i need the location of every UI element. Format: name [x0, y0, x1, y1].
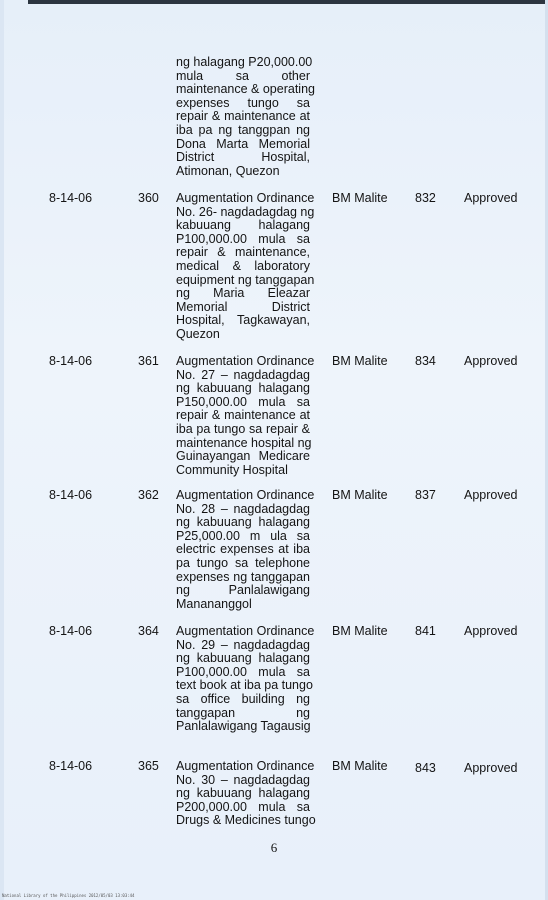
scan-footer-stamp: National Library of the Philippines 2012/05/03 13:03:44 [2, 893, 135, 898]
scan-top-edge [28, 0, 548, 4]
description-line: P100,000.00 mula sa [176, 664, 310, 679]
entry-author: BM Malite [332, 191, 388, 205]
description-line: Dona Marta Memorial [176, 136, 310, 151]
description-line: repair & maintenance, [176, 245, 310, 260]
description-line: tanggapan ng [176, 705, 310, 720]
description-line: ng kabuuang halagang [176, 515, 310, 530]
entry-description [176, 354, 315, 477]
entry-description [176, 624, 315, 734]
continued-entry-description [176, 55, 315, 178]
description-line: repair & maintenance at [176, 408, 310, 423]
description-line: pa tungo sa telephone [176, 555, 310, 570]
description-line: electric expenses at iba [176, 542, 310, 557]
description-line: ng kabuuang halagang [176, 651, 310, 666]
entry-number: 361 [138, 354, 159, 368]
entry-description [176, 191, 315, 342]
description-line: kabuuang halagang [176, 218, 310, 233]
entry-status: Approved [464, 624, 518, 638]
entry-date: 8-14-06 [49, 354, 93, 368]
entry-description [176, 488, 315, 611]
description-line: ng Maria Eleazar [176, 286, 310, 301]
description-line: Atimonan, Quezon [176, 163, 280, 178]
description-line: mula sa other [176, 68, 310, 83]
description-line: P150,000.00 mula sa [176, 394, 310, 409]
description-line: medical & laboratory [176, 258, 310, 273]
description-line: iba pa tungo sa repair & [176, 421, 310, 436]
entry-date: 8-14-06 [49, 624, 93, 638]
description-line: ng halagang P20,000.00 [176, 55, 313, 69]
description-line: ng kabuuang halagang [176, 786, 310, 801]
description-line: No. 30 – nagdadagdag [176, 772, 310, 787]
description-line: expenses tungo sa [176, 95, 310, 110]
description-line: maintenance & operating [176, 82, 315, 97]
entry-description [176, 759, 316, 828]
description-line: District Hospital, [176, 150, 310, 165]
entry-date: 8-14-06 [49, 488, 93, 502]
description-line: Guinayangan Medicare [176, 449, 310, 464]
entry-date: 8-14-06 [49, 759, 93, 773]
entry-status: Approved [464, 761, 518, 775]
entry-number: 365 [138, 759, 159, 773]
page-number: 6 [270, 840, 278, 855]
entry-number: 364 [138, 624, 159, 638]
description-line: Augmentation Ordinance [176, 354, 315, 368]
description-line: No. 29 – nagdadagdag [176, 637, 310, 652]
description-line: P100,000.00 mula sa [176, 231, 310, 246]
description-line: Hospital, Tagkawayan, [176, 313, 310, 328]
entry-number: 360 [138, 191, 159, 205]
entry-number: 362 [138, 488, 159, 502]
entry-reference: 832 [415, 191, 436, 205]
description-line: P25,000.00 m ula sa [176, 528, 310, 543]
description-line: Manananggol [176, 596, 252, 611]
description-line: text book at iba pa tungo [176, 678, 313, 693]
entry-author: BM Malite [332, 759, 388, 773]
entry-status: Approved [464, 488, 518, 502]
entry-reference: 843 [415, 761, 436, 775]
description-line: Augmentation Ordinance [176, 624, 315, 638]
scan-left-edge [0, 0, 4, 900]
entry-date: 8-14-06 [49, 191, 93, 205]
entry-status: Approved [464, 191, 518, 205]
description-line: Community Hospital [176, 462, 288, 477]
entry-reference: 837 [415, 488, 436, 502]
description-line: sa office building ng [176, 691, 310, 706]
description-line: equipment ng tanggapan [176, 272, 315, 287]
description-line: Quezon [176, 326, 220, 341]
entry-author: BM Malite [332, 488, 388, 502]
description-line: Augmentation Ordinance [176, 759, 315, 773]
description-line: maintenance hospital ng [176, 435, 312, 450]
entry-reference: 841 [415, 624, 436, 638]
description-line: Panlalawigang Tagausig [176, 719, 311, 734]
description-line: ng Panlalawigang [176, 583, 310, 598]
description-line: Augmentation Ordinance [176, 191, 315, 205]
description-line: No. 27 – nagdadagdag [176, 367, 310, 382]
description-line: No. 28 – nagdadagdag [176, 501, 310, 516]
description-line: No. 26- nagdadagdag ng [176, 204, 315, 219]
entry-reference: 834 [415, 354, 436, 368]
description-line: repair & maintenance at [176, 109, 310, 124]
entry-author: BM Malite [332, 624, 388, 638]
description-line: expenses ng tanggapan [176, 569, 310, 584]
description-line: Augmentation Ordinance [176, 488, 315, 502]
description-line: Memorial District [176, 299, 310, 314]
description-line: iba pa ng tanggpan ng [176, 122, 310, 137]
description-line: Drugs & Medicines tungo [176, 813, 316, 828]
description-line: ng kabuuang halagang [176, 381, 310, 396]
entry-author: BM Malite [332, 354, 388, 368]
entry-status: Approved [464, 354, 518, 368]
description-line: P200,000.00 mula sa [176, 799, 310, 814]
